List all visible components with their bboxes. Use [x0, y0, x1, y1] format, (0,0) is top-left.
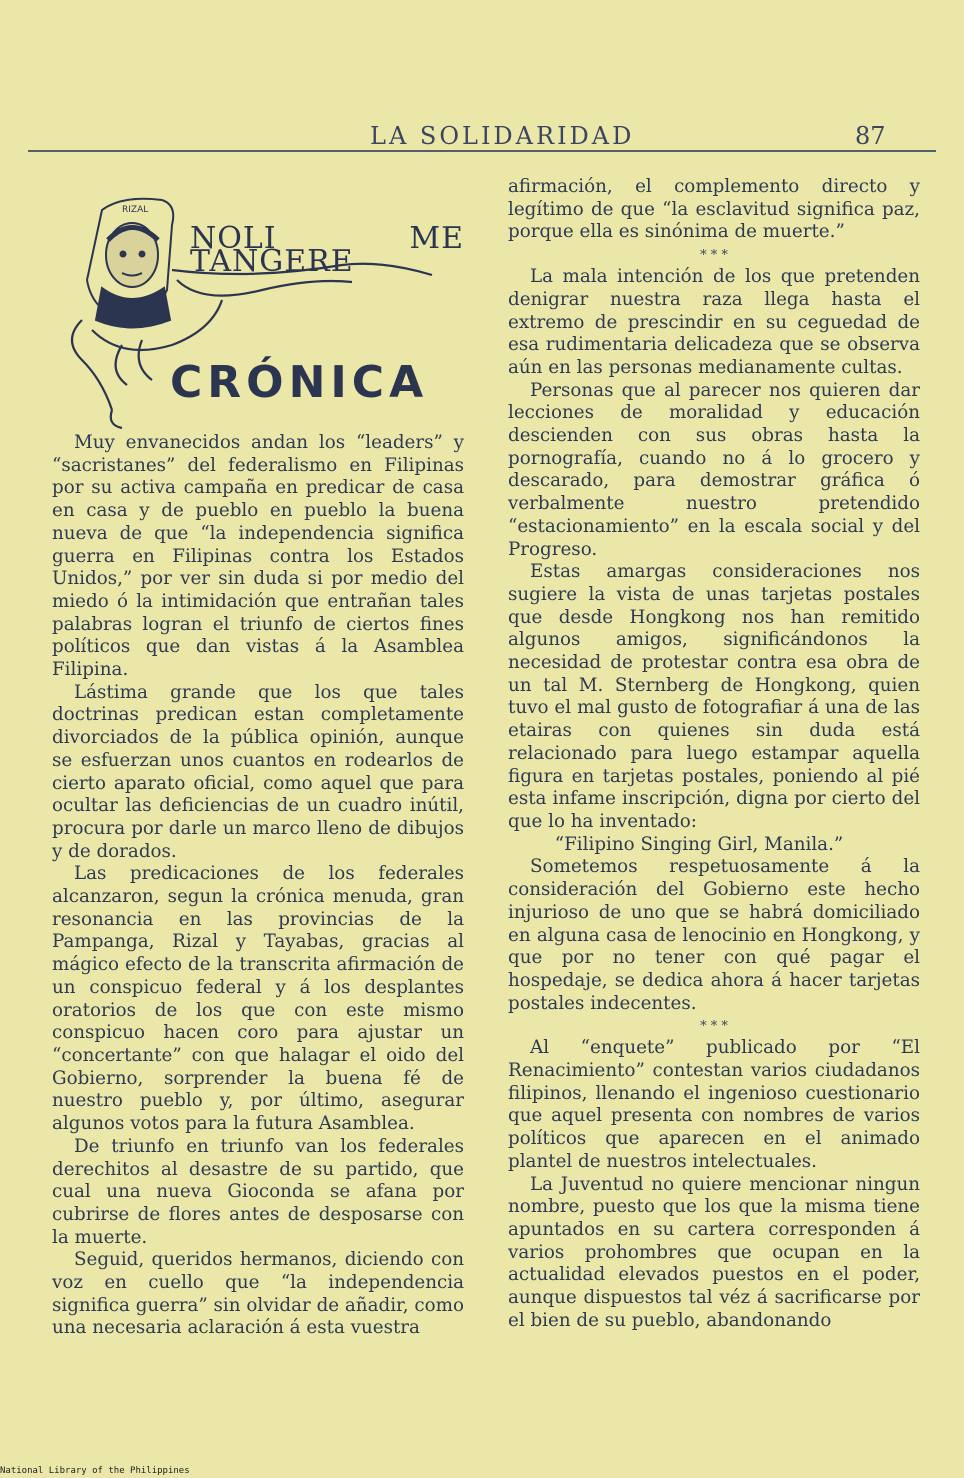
section-divider: * * * [700, 1019, 728, 1035]
page-number: 87 [855, 122, 886, 150]
rizal-portrait [87, 199, 173, 328]
header-rule [28, 150, 936, 152]
right-column [508, 176, 920, 1332]
paragraph: Muy envanecidos andan los “leaders” y “sacristanes” del federalismo en Filipinas por su activa campaña en predicar de casa en casa y de pueblo en pueblo la buena nueva de que “la independencia significa guerra en Filipinas contra los Estados Unidos,” por ver sin duda si por medio del miedo ó la intimidación que entrañan tales palabras logran el triunfo de ciertos fines políticos que dan vistas á la Asamblea Filipina. [52, 432, 464, 681]
paragraph: Seguid, queridos hermanos, diciendo con voz en cuello que “la independencia significa guerra” sin olvidar de añadir, como una necesaria aclaración á esta vuestra [52, 1249, 464, 1339]
paragraph: La Juventud no quiere mencionar ningun nombre, puesto que los que la misma tiene apuntados en su cartera corresponden á varios prohombres que ocupan en la actualidad elevados puestos en el poder, aunque dispuestos tal véz á sacrificarse por el bien de su pueblo, abandonando [508, 1173, 920, 1331]
paragraph: Personas que al parecer nos quieren dar lecciones de moralidad y educación descienden con sus obras hasta la pornografía, cuando no á lo grocero y descarado, para demostrar gráfica ó verbalmente nuestro pretendido “estacionamiento” en la escala social y del Progreso. [508, 379, 920, 560]
portrait-label: RIZAL [122, 205, 149, 215]
paragraph: La mala intención de los que pretenden denigrar nuestra raza llega hasta el extremo de prescindir en su ceguedad de esa rudimentaria delicadeza que se observa aún en las personas medianamente cultas. [508, 266, 920, 378]
paragraph: Estas amargas consideraciones nos sugiere la vista de unas tarjetas postales que desde Hongkong nos han remitido algunos amigos, significándonos la necesidad de protestar contra esa obra de un tal M. Sternberg de Hongkong, quien tuvo el mal gusto de fotografiar á una de las etairas con quienes sin duda está relacionado para luego estampar aquella figura en tarjetas postales, poniendo al pié esta infame inscripción, digna por cierto del que lo ha inventado: [508, 561, 920, 832]
paragraph: Sometemos respetuosamente á la consideración del Gobierno este hecho injurioso de uno que se habrá domiciliado en alguna casa de lenocinio en Hongkong, y que por no tener con qué pagar el hospedaje, se dedica ahora á hacer tarjetas postales indecentes. [508, 856, 920, 1014]
paragraph: De triunfo en triunfo van los federales derechitos al desastre de su partido, que cual una nueva Gioconda se afana por cubrirse de flores antes de desposarse con la muerte. [52, 1135, 464, 1248]
left-column [52, 170, 464, 1340]
library-credit: National Library of the Philippines [0, 1466, 190, 1476]
section-title: CRÓNICA [170, 357, 429, 408]
paragraph: Al “enquete” publicado por “El Renacimiento” contestan varios ciudadanos filipinos, llenando el ingenioso cuestionario que aquel presenta con nombres de varios políticos que aparecen en el animado plantel de nuestros intelectuales. [508, 1037, 920, 1172]
paragraph: Las predicaciones de los federales alcanzaron, segun la crónica menuda, gran resonancia en las provincias de la Pampanga, Rizal y Tayabas, gracias al mágico efecto de la transcrita afirmación de un conspicuo federal y á los desplantes oratorios de los que con este mismo conspicuo hacen coro para ajustar un “concertante” con que halagar el oido del Gobierno, sorprender la buena fé de nuestro pueblo y, por último, asegurar algunos votos para la futura Asamblea. [52, 863, 464, 1135]
column-title: NOLI ME TANGERE [190, 221, 464, 279]
quoted-inscription: “Filipino Singing Girl, Manila.” [554, 833, 844, 855]
masthead [52, 170, 464, 432]
running-head: LA SOLIDARIDAD [370, 122, 635, 150]
section-divider: * * * [700, 248, 728, 264]
paragraph: Lástima grande que los que tales doctrinas predican estan completamente divorciados de la pública opinión, aunque se esfuerzan unos cuantos en rodearlos de cierto aparato oficial, como aquel que para ocultar las deficiencias de un cuadro inútil, procura por darle un marco lleno de dibujos y de dorados. [52, 681, 464, 862]
continued-paragraph: afirmación, el complemento directo y legítimo de que “la esclavitud significa paz, porque ella es sinónima de muerte.” [508, 176, 920, 243]
